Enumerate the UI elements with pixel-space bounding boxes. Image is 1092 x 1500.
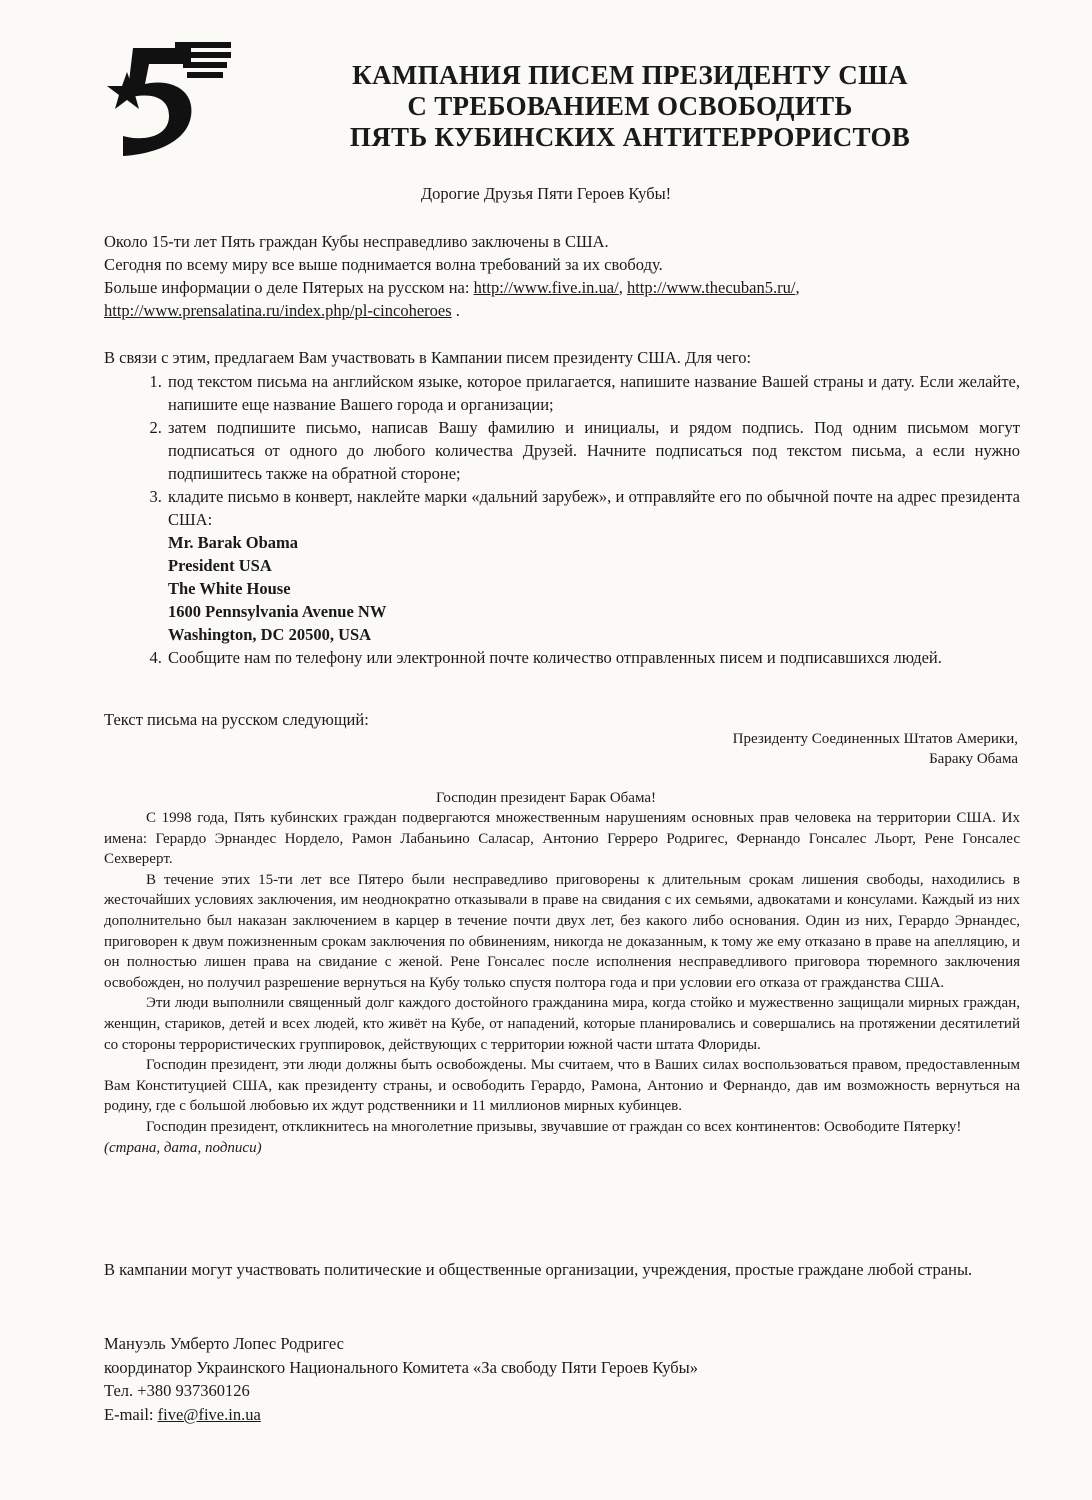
president-address	[168, 531, 1020, 646]
intro-paragraph	[104, 230, 1004, 322]
link-prensalatina[interactable]: http://www.prensalatina.ru/index.php/pl-cincoheroes	[104, 301, 452, 320]
contact-phone: Тел. +380 937360126	[104, 1381, 250, 1400]
intro-line-4	[104, 299, 1004, 322]
link-five-in-ua[interactable]: http://www.five.in.ua/	[473, 278, 619, 297]
link3-suffix: .	[451, 301, 460, 320]
logo-glyph: 5	[105, 38, 106, 39]
steps-list	[104, 370, 1020, 669]
letter-paragraph: С 1998 года, Пять кубинских граждан подвергаются множественным нарушениям основных прав человека на территории США. Их имена: Герардо Эрнандес Нордело, Рамон Лабаньино Саласар, Антонио Герреро Родригес, Фернандо Гонсалес Льорт, Рене Гонсалес Сехвереpт.	[104, 810, 1020, 868]
contact-email-line	[104, 1403, 1004, 1427]
letter-body	[104, 808, 1020, 1158]
recipient-line-2: Бараку Обама	[929, 751, 1018, 767]
contact-role: координатор Украинского Национального Комитета «За свободу Пяти Героев Кубы»	[104, 1357, 698, 1377]
intro-line-3	[104, 276, 1004, 299]
address-line: 1600 Pennsylvania Avenue NW	[168, 602, 387, 621]
closing-text: В кампании могут участвовать политические и общественные организации, учреждения, простые граждане любой страны.	[104, 1260, 973, 1279]
intro-links-prefix: Больше информации о деле Пятерых на русском на:	[104, 278, 474, 297]
letter-paragraph: Господин президент, откликнитесь на многолетние призывы, звучавшие от граждан со всех континентов: Освободите Пятерку!	[146, 1118, 962, 1135]
address-line: President USA	[168, 556, 272, 575]
title-line-3: ПЯТЬ КУБИНСКИХ АНТИТЕРРОРИСТОВ	[349, 122, 911, 152]
letter-recipient	[733, 729, 1018, 769]
step-item: 2. затем подпишите письмо, написав Вашу фамилию и инициалы, и рядом подпись. Под одним письмом могут подписаться от одного до любого количества Друзей. Начните подписаться под текстом письма, а если нужно подпишитесь также на обратной стороне;	[166, 416, 1020, 485]
step-item: 4. Сообщите нам по телефону или электронной почте количество отправленных писем и подписавшихся людей.	[166, 646, 1020, 669]
closing-paragraph	[104, 1258, 1014, 1281]
link2-suffix: ,	[795, 278, 800, 297]
address-line: The White House	[168, 579, 291, 598]
title-line-2: С ТРЕБОВАНИЕМ ОСВОБОДИТЬ	[407, 91, 853, 121]
link-thecuban5[interactable]: http://www.thecuban5.ru/	[626, 278, 796, 297]
five-heroes-logo	[105, 38, 235, 156]
signature-hint: (страна, дата, подписи)	[104, 1139, 262, 1156]
step-item	[166, 485, 1020, 646]
email-link[interactable]: five@five.in.ua	[157, 1404, 261, 1424]
contact-name: Мануэль Умберто Лопес Родригес	[104, 1334, 344, 1353]
letter-paragraph: В течение этих 15-ти лет все Пятеро были несправедливо приговорены к длительным срокам лишения свободы, находились в жесточайших условиях заключения, им неоднократно отказывали в праве на свидания с их семьями, адвокатами и консулами. Каждый из них дополнительно был наказан заключением в карцер в течение почти двух лет, без какого либо основания. Один из них, Герардо Эрнандес, приговорен к двум пожизненным срокам заключения по обвинениям, никогда не доказанным, к тому же ему отказано в праве на апелляцию, и он полностью лишен права на свидание с женой. Рене Гонсалес после исполнения несправедливого приговора тюремного заключения освобожден, но получил разрешение вернуться на Кубу только спустя полтора года и при условии его отказа от гражданства США.	[104, 871, 1020, 991]
link-separator: ,	[618, 278, 627, 297]
recipient-line-1: Президенту Соединенных Штатов Америки,	[732, 731, 1018, 747]
campaign-title	[300, 60, 960, 153]
step-3-text: кладите письмо в конверт, наклейте марки «дальний зарубеж», и отправляйте его по обычной почте на адрес президента США:	[168, 487, 1020, 529]
address-line: Mr. Barak Obama	[168, 533, 299, 552]
letter-paragraph: Эти люди выполнили священный долг каждого достойного гражданина мира, когда стойко и мужественно защищали мирных граждан, женщин, стариков, детей и всех людей, кто живёт на Кубе, от нападений, которые планировались и совершались на протяжении десятилетий со стороны террористических группировок, действующих с территории южной части штата Флориды.	[104, 995, 1020, 1053]
title-line-1: КАМПАНИЯ ПИСЕМ ПРЕЗИДЕНТУ США	[352, 60, 908, 90]
call-to-action: В связи с этим, предлагаем Вам участвовать в Кампании писем президенту США. Для чего:	[104, 348, 752, 367]
greeting: Дорогие Друзья Пяти Героев Кубы!	[420, 184, 672, 203]
contact-block	[104, 1332, 1004, 1426]
intro-line-2: Сегодня по всему миру все выше поднимается волна требований за их свободу.	[104, 255, 663, 274]
letter-salutation: Господин президент Барак Обама!	[436, 790, 656, 806]
step-item: 1. под текстом письма на английском языке, которое прилагается, напишите название Вашей страны и дату. Если желайте, напишите еще название Вашего города и организации;	[166, 370, 1020, 416]
letter-intro: Текст письма на русском следующий:	[104, 710, 369, 729]
letter-paragraph: Господин президент, эти люди должны быть освобождены. Мы считаем, что в Ваших силах воспользоваться правом, предоставленным Вам Конституцией США, как президенту страны, и освободить Герардо, Рамона, Антонио и Фернандо, дав им возможность вернуться на родину, где с большой любовью их ждут родственники и 11 миллионов мирных кубинцев.	[104, 1057, 1020, 1115]
address-line: Washington, DC 20500, USA	[168, 625, 372, 644]
email-label: E-mail:	[104, 1404, 158, 1424]
intro-line-1: Около 15-ти лет Пять граждан Кубы несправедливо заключены в США.	[104, 232, 609, 251]
